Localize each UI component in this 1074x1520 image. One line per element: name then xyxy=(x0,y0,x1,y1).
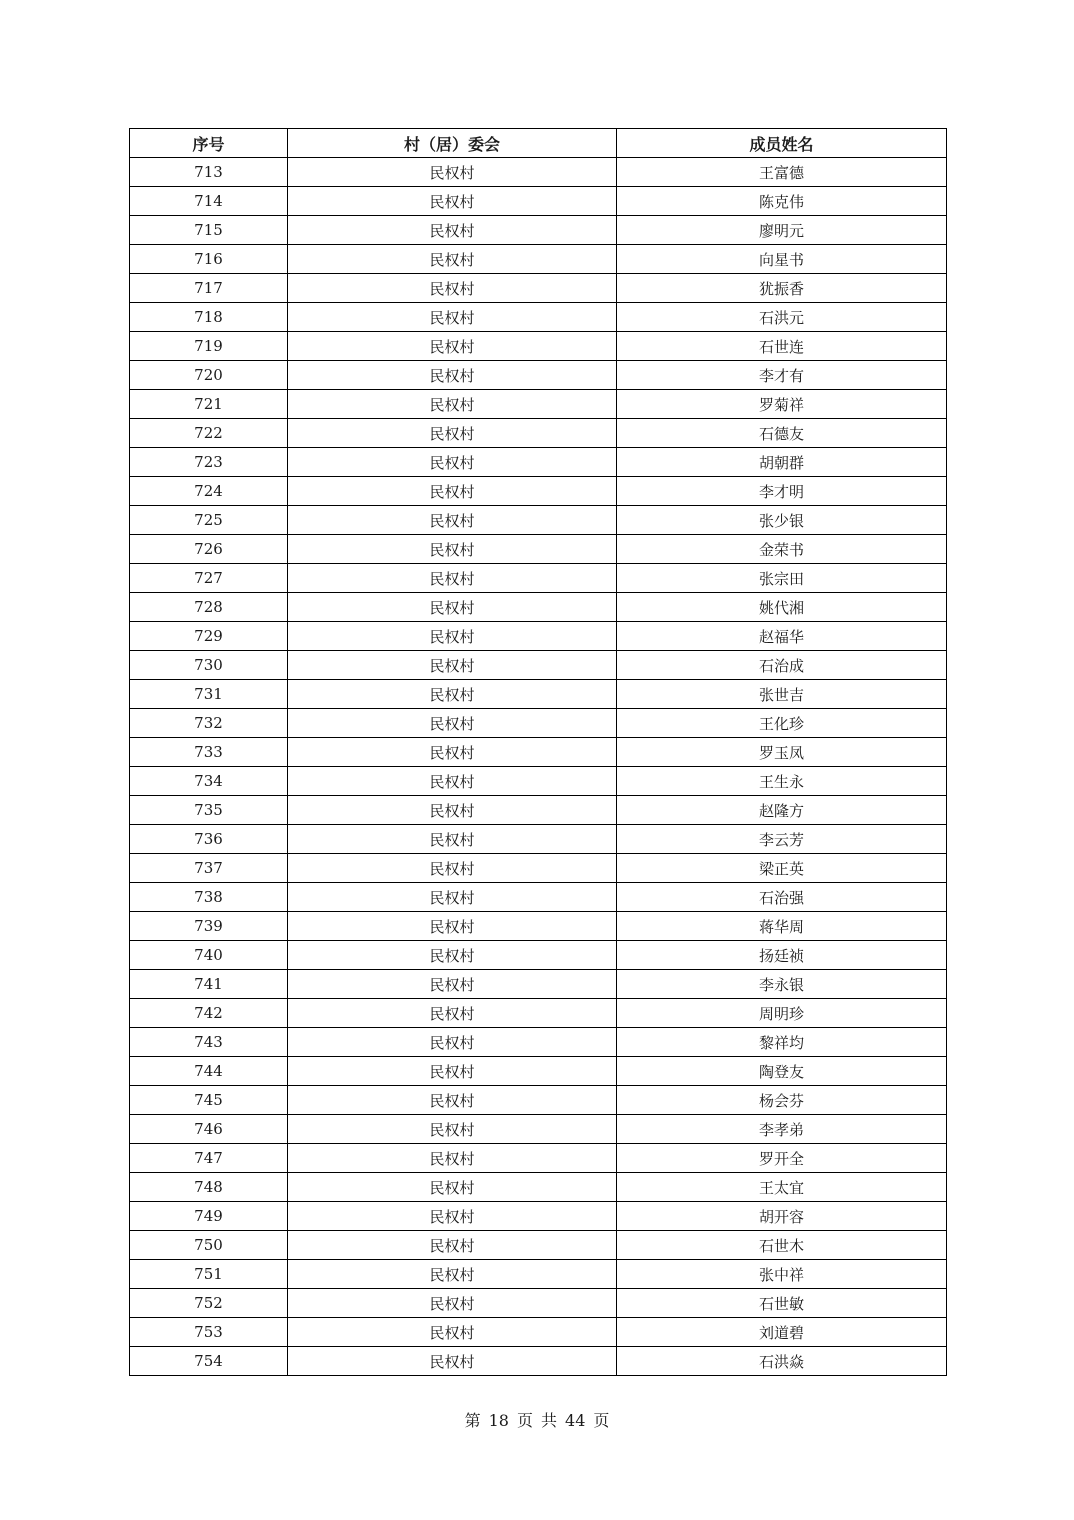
table-row xyxy=(130,651,947,680)
cell-committee: 民权村 xyxy=(288,361,617,390)
cell-committee: 民权村 xyxy=(288,448,617,477)
cell-member-name: 王化珍 xyxy=(617,709,947,738)
cell-serial: 750 xyxy=(130,1231,288,1260)
cell-member-name: 陈克伟 xyxy=(617,187,947,216)
cell-committee: 民权村 xyxy=(288,796,617,825)
cell-member-name: 张少银 xyxy=(617,506,947,535)
cell-serial: 716 xyxy=(130,245,288,274)
cell-committee: 民权村 xyxy=(288,970,617,999)
cell-serial: 717 xyxy=(130,274,288,303)
cell-member-name: 刘道碧 xyxy=(617,1318,947,1347)
cell-serial: 738 xyxy=(130,883,288,912)
cell-member-name: 李云芳 xyxy=(617,825,947,854)
member-table xyxy=(129,128,947,1376)
cell-committee: 民权村 xyxy=(288,709,617,738)
table-row xyxy=(130,1115,947,1144)
footer-total-unit: 页 xyxy=(593,1411,610,1430)
cell-serial: 747 xyxy=(130,1144,288,1173)
cell-member-name: 胡开容 xyxy=(617,1202,947,1231)
table-row xyxy=(130,709,947,738)
cell-serial: 752 xyxy=(130,1289,288,1318)
footer-prefix: 第 xyxy=(464,1411,481,1430)
cell-committee: 民权村 xyxy=(288,332,617,361)
cell-serial: 744 xyxy=(130,1057,288,1086)
cell-committee: 民权村 xyxy=(288,912,617,941)
cell-serial: 719 xyxy=(130,332,288,361)
cell-serial: 718 xyxy=(130,303,288,332)
cell-committee: 民权村 xyxy=(288,593,617,622)
table-row xyxy=(130,303,947,332)
cell-committee: 民权村 xyxy=(288,477,617,506)
table-body xyxy=(130,158,947,1376)
cell-committee: 民权村 xyxy=(288,941,617,970)
cell-member-name: 周明珍 xyxy=(617,999,947,1028)
table-row xyxy=(130,970,947,999)
cell-serial: 715 xyxy=(130,216,288,245)
cell-committee: 民权村 xyxy=(288,680,617,709)
cell-serial: 714 xyxy=(130,187,288,216)
cell-member-name: 姚代湘 xyxy=(617,593,947,622)
cell-member-name: 罗玉凤 xyxy=(617,738,947,767)
table-row xyxy=(130,593,947,622)
cell-committee: 民权村 xyxy=(288,883,617,912)
table-row xyxy=(130,622,947,651)
cell-member-name: 陶登友 xyxy=(617,1057,947,1086)
cell-committee: 民权村 xyxy=(288,854,617,883)
cell-committee: 民权村 xyxy=(288,1144,617,1173)
cell-committee: 民权村 xyxy=(288,825,617,854)
table-row xyxy=(130,796,947,825)
cell-serial: 741 xyxy=(130,970,288,999)
cell-serial: 724 xyxy=(130,477,288,506)
table-row xyxy=(130,883,947,912)
cell-serial: 729 xyxy=(130,622,288,651)
footer-total-pages: 44 xyxy=(565,1411,586,1430)
cell-serial: 723 xyxy=(130,448,288,477)
cell-committee: 民权村 xyxy=(288,1115,617,1144)
cell-serial: 751 xyxy=(130,1260,288,1289)
cell-member-name: 石德友 xyxy=(617,419,947,448)
table-row xyxy=(130,1202,947,1231)
cell-serial: 736 xyxy=(130,825,288,854)
table-row xyxy=(130,1173,947,1202)
cell-serial: 743 xyxy=(130,1028,288,1057)
cell-member-name: 王生永 xyxy=(617,767,947,796)
table-row xyxy=(130,1086,947,1115)
cell-committee: 民权村 xyxy=(288,158,617,187)
table-row xyxy=(130,361,947,390)
cell-serial: 748 xyxy=(130,1173,288,1202)
cell-member-name: 石洪元 xyxy=(617,303,947,332)
cell-committee: 民权村 xyxy=(288,1318,617,1347)
cell-committee: 民权村 xyxy=(288,390,617,419)
cell-committee: 民权村 xyxy=(288,1231,617,1260)
cell-committee: 民权村 xyxy=(288,1173,617,1202)
cell-member-name: 蒋华周 xyxy=(617,912,947,941)
table-row xyxy=(130,941,947,970)
table-header-row xyxy=(130,129,947,158)
table-row xyxy=(130,535,947,564)
table-row xyxy=(130,1347,947,1376)
table-row xyxy=(130,854,947,883)
cell-member-name: 罗菊祥 xyxy=(617,390,947,419)
cell-member-name: 王太宜 xyxy=(617,1173,947,1202)
cell-serial: 713 xyxy=(130,158,288,187)
cell-committee: 民权村 xyxy=(288,1028,617,1057)
table-row xyxy=(130,1231,947,1260)
cell-member-name: 扬廷祯 xyxy=(617,941,947,970)
cell-member-name: 石世敏 xyxy=(617,1289,947,1318)
cell-committee: 民权村 xyxy=(288,1260,617,1289)
cell-serial: 745 xyxy=(130,1086,288,1115)
cell-committee: 民权村 xyxy=(288,1289,617,1318)
cell-member-name: 张宗田 xyxy=(617,564,947,593)
cell-serial: 732 xyxy=(130,709,288,738)
table-row xyxy=(130,564,947,593)
cell-member-name: 王富德 xyxy=(617,158,947,187)
cell-serial: 728 xyxy=(130,593,288,622)
table-row xyxy=(130,999,947,1028)
cell-member-name: 黎祥均 xyxy=(617,1028,947,1057)
cell-member-name: 廖明元 xyxy=(617,216,947,245)
cell-member-name: 向星书 xyxy=(617,245,947,274)
cell-serial: 742 xyxy=(130,999,288,1028)
cell-serial: 746 xyxy=(130,1115,288,1144)
cell-member-name: 犹振香 xyxy=(617,274,947,303)
cell-member-name: 石洪焱 xyxy=(617,1347,947,1376)
cell-committee: 民权村 xyxy=(288,738,617,767)
table-row xyxy=(130,1144,947,1173)
cell-member-name: 李才明 xyxy=(617,477,947,506)
table-row xyxy=(130,506,947,535)
cell-committee: 民权村 xyxy=(288,506,617,535)
page-footer xyxy=(0,1408,1074,1431)
table-row xyxy=(130,1318,947,1347)
cell-committee: 民权村 xyxy=(288,651,617,680)
cell-serial: 731 xyxy=(130,680,288,709)
cell-member-name: 张中祥 xyxy=(617,1260,947,1289)
cell-committee: 民权村 xyxy=(288,1347,617,1376)
cell-serial: 721 xyxy=(130,390,288,419)
table-row xyxy=(130,1289,947,1318)
table-row xyxy=(130,245,947,274)
footer-page-unit: 页 xyxy=(516,1411,533,1430)
cell-serial: 727 xyxy=(130,564,288,593)
table-row xyxy=(130,767,947,796)
cell-member-name: 石治强 xyxy=(617,883,947,912)
cell-committee: 民权村 xyxy=(288,767,617,796)
cell-committee: 民权村 xyxy=(288,245,617,274)
cell-serial: 734 xyxy=(130,767,288,796)
cell-serial: 730 xyxy=(130,651,288,680)
cell-committee: 民权村 xyxy=(288,999,617,1028)
table-row xyxy=(130,1057,947,1086)
cell-serial: 753 xyxy=(130,1318,288,1347)
table-row xyxy=(130,825,947,854)
cell-committee: 民权村 xyxy=(288,419,617,448)
cell-committee: 民权村 xyxy=(288,274,617,303)
cell-member-name: 石世木 xyxy=(617,1231,947,1260)
table-row xyxy=(130,187,947,216)
cell-serial: 754 xyxy=(130,1347,288,1376)
cell-serial: 737 xyxy=(130,854,288,883)
cell-member-name: 李孝弟 xyxy=(617,1115,947,1144)
header-member-name: 成员姓名 xyxy=(617,129,947,158)
table-row xyxy=(130,274,947,303)
cell-member-name: 赵隆方 xyxy=(617,796,947,825)
footer-total-prefix: 共 xyxy=(541,1411,558,1430)
footer-page-number: 18 xyxy=(488,1411,509,1430)
table-row xyxy=(130,680,947,709)
cell-committee: 民权村 xyxy=(288,303,617,332)
table-row xyxy=(130,477,947,506)
cell-committee: 民权村 xyxy=(288,1057,617,1086)
cell-serial: 735 xyxy=(130,796,288,825)
cell-serial: 740 xyxy=(130,941,288,970)
table-row xyxy=(130,332,947,361)
table-row xyxy=(130,390,947,419)
cell-serial: 720 xyxy=(130,361,288,390)
cell-member-name: 罗开全 xyxy=(617,1144,947,1173)
cell-member-name: 金荣书 xyxy=(617,535,947,564)
cell-member-name: 梁正英 xyxy=(617,854,947,883)
table-row xyxy=(130,912,947,941)
cell-member-name: 胡朝群 xyxy=(617,448,947,477)
cell-member-name: 赵福华 xyxy=(617,622,947,651)
table-row xyxy=(130,158,947,187)
table-row xyxy=(130,1028,947,1057)
cell-serial: 722 xyxy=(130,419,288,448)
header-committee: 村（居）委会 xyxy=(288,129,617,158)
cell-committee: 民权村 xyxy=(288,216,617,245)
header-serial: 序号 xyxy=(130,129,288,158)
table-row xyxy=(130,448,947,477)
cell-committee: 民权村 xyxy=(288,187,617,216)
cell-member-name: 石治成 xyxy=(617,651,947,680)
table-row xyxy=(130,738,947,767)
cell-serial: 749 xyxy=(130,1202,288,1231)
cell-member-name: 张世吉 xyxy=(617,680,947,709)
cell-member-name: 李才有 xyxy=(617,361,947,390)
cell-committee: 民权村 xyxy=(288,535,617,564)
cell-committee: 民权村 xyxy=(288,1086,617,1115)
cell-committee: 民权村 xyxy=(288,564,617,593)
cell-serial: 725 xyxy=(130,506,288,535)
table-row xyxy=(130,1260,947,1289)
cell-serial: 739 xyxy=(130,912,288,941)
cell-serial: 726 xyxy=(130,535,288,564)
cell-member-name: 石世连 xyxy=(617,332,947,361)
cell-serial: 733 xyxy=(130,738,288,767)
cell-member-name: 杨会芬 xyxy=(617,1086,947,1115)
table-row xyxy=(130,419,947,448)
cell-member-name: 李永银 xyxy=(617,970,947,999)
cell-committee: 民权村 xyxy=(288,1202,617,1231)
table-row xyxy=(130,216,947,245)
cell-committee: 民权村 xyxy=(288,622,617,651)
